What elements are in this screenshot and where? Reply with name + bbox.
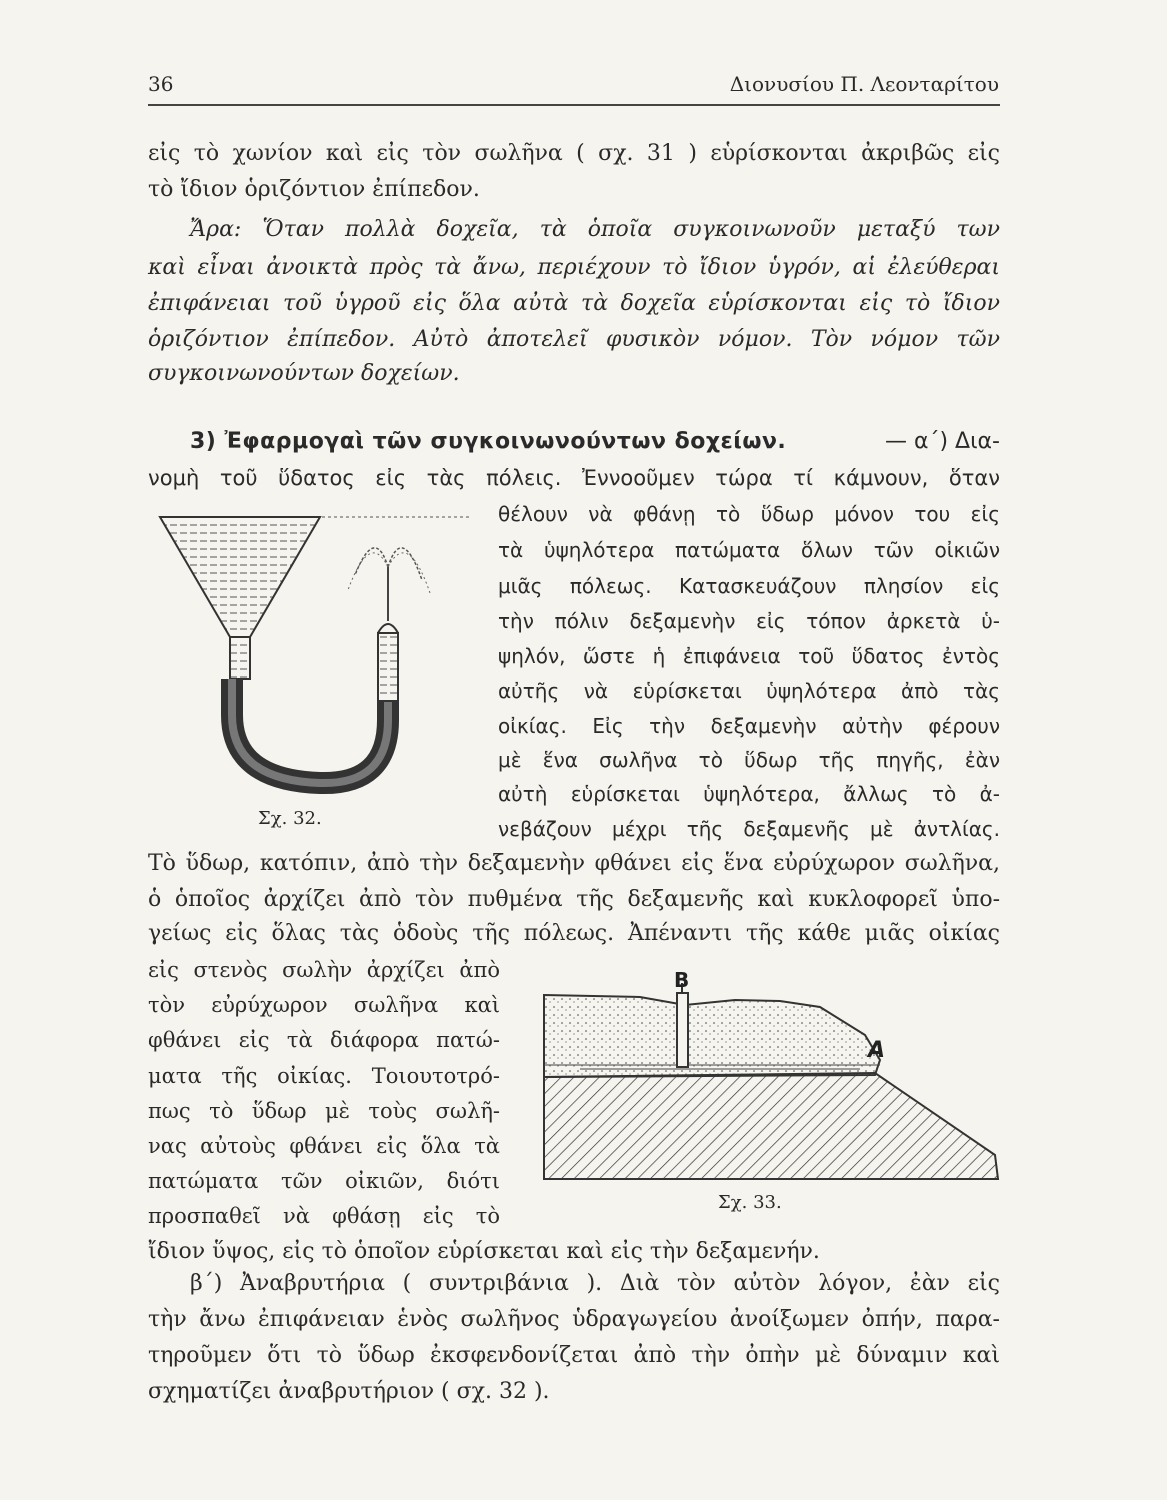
figure-33 [520, 965, 1010, 1195]
figure-33-label-a: A [868, 1038, 886, 1063]
page-number: 36 [148, 72, 174, 96]
text-line: αὐτὴ εὑρίσκεται ὑψηλότερα, ἄλλως τὸ ἀ- [498, 782, 1000, 806]
text-line: γείως εἰς ὅλας τὰς ὁδοὺς τῆς πόλεως. Ἀπέναντι τῆς κάθε μιᾶς οἰκίας [148, 921, 1000, 946]
text-line: σχηματίζει ἀναβρυτήριον ( σχ. 32 ). [148, 1379, 550, 1404]
text-line: καὶ εἶναι ἀνοικτὰ πρὸς τὰ ἄνω, περιέχουν τὸ ἴδιον ὑγρόν, αἱ ἐλεύθεραι [148, 255, 1000, 280]
text-line: τὴν ἄνω ἐπιφάνειαν ἑνὸς σωλῆνος ὑδραγωγείου ἀνοίξωμεν ὀπήν, παρα- [148, 1307, 1000, 1332]
text-line: τὰ ὑψηλότερα πατώματα ὅλων τῶν οἰκιῶν [498, 538, 1000, 562]
figure-33-label-b: B [674, 968, 690, 992]
text-line: συγκοινωνούντων δοχείων. [148, 361, 460, 386]
text-line: τὸν εὐρύχωρον σωλῆνα καὶ [148, 993, 500, 1017]
text-line: νας αὐτοὺς φθάνει εἰς ὅλα τὰ [148, 1134, 500, 1158]
text-line: εἰς στενὸς σωλὴν ἀρχίζει ἀπὸ [148, 958, 500, 982]
section-sub-a: — α΄) Δια- [884, 429, 1000, 454]
text-line: ψηλόν, ὥστε ἡ ἐπιφάνεια τοῦ ὕδατος ἐντὸς [498, 644, 1000, 668]
figure-33-caption: Σχ. 33. [718, 1192, 782, 1213]
text-line: θέλουν νὰ φθάνῃ τὸ ὕδωρ μόνον του εἰς [498, 502, 1000, 526]
text-line: τηροῦμεν ὅτι τὸ ὕδωρ ἐκσφενδονίζεται ἀπὸ τὴν ὀπὴν μὲ δύναμιν καὶ [148, 1343, 1000, 1368]
text-line: μὲ ἕνα σωλῆνα τὸ ὕδωρ τῆς πηγῆς, ἐὰν [498, 748, 1000, 772]
section-heading-line [190, 428, 1000, 456]
text-line: Ἄρα: Ὅταν πολλὰ δοχεῖα, τὰ ὁποῖα συγκοινωνοῦν μεταξύ των [190, 217, 1000, 242]
text-line: φθάνει εἰς τὰ διάφορα πατώ- [148, 1028, 500, 1052]
section-heading: 3) Ἐφαρμογαὶ τῶν συγκοινωνούντων δοχείων. [190, 429, 787, 454]
text-line: νεβάζουν μέχρι τῆς δεξαμενῆς μὲ ἀντλίας. [498, 817, 1000, 841]
text-line: μιᾶς πόλεως. Κατασκευάζουν πλησίον εἰς [498, 574, 1000, 598]
text-line: οἰκίας. Εἰς τὴν δεξαμενὴν αὐτὴν φέρουν [498, 714, 1000, 738]
text-line: β΄) Ἀναβρυτήρια ( συντριβάνια ). Διὰ τὸν αὐτὸν λόγον, ἐὰν εἰς [190, 1271, 1000, 1296]
text-line: ματα τῆς οἰκίας. Τοιουτοτρό- [148, 1064, 500, 1088]
text-line: Τὸ ὕδωρ, κατόπιν, ἀπὸ τὴν δεξαμενὴν φθάνει εἰς ἕνα εὐρύχωρον σωλῆνα, [148, 851, 1000, 876]
text-line: νομὴ τοῦ ὕδατος εἰς τὰς πόλεις. Ἐννοοῦμεν τώρα τί κάμνουν, ὅταν [148, 466, 1000, 490]
figure-32 [150, 505, 490, 815]
text-line: ὁ ὁποῖος ἀρχίζει ἀπὸ τὸν πυθμένα τῆς δεξαμενῆς καὶ κυκλοφορεῖ ὑπο- [148, 887, 1000, 912]
text-line: πως τὸ ὕδωρ μὲ τοὺς σωλῆ- [148, 1099, 500, 1123]
text-line: εἰς τὸ χωνίον καὶ εἰς τὸν σωλῆνα ( σχ. 31 ) εὑρίσκονται ἀκριβῶς εἰς [148, 141, 1000, 166]
text-line: πατώματα τῶν οἰκιῶν, διότι [148, 1169, 500, 1193]
text-line: αὐτῆς νὰ εὑρίσκεται ὑψηλότερα ἀπὸ τὰς [498, 679, 1000, 703]
text-line: τὴν πόλιν δεξαμενὴν εἰς τόπον ἀρκετὰ ὑ- [498, 609, 1000, 633]
text-line: τὸ ἴδιον ὁριζόντιον ἐπίπεδον. [148, 177, 480, 202]
text-line: ἴδιον ὕψος, εἰς τὸ ὁποῖον εὑρίσκεται καὶ εἰς τὴν δεξαμενήν. [148, 1239, 820, 1264]
figure-32-caption: Σχ. 32. [258, 808, 322, 829]
text-line: ἐπιφάνειαι τοῦ ὑγροῦ εἰς ὅλα αὐτὰ τὰ δοχεῖα εὑρίσκονται εἰς τὸ ἴδιον [148, 291, 1000, 316]
running-header-author: Διονυσίου Π. Λεονταρίτου [729, 72, 999, 96]
header-rule [148, 104, 1000, 106]
text-line: προσπαθεῖ νὰ φθάσῃ εἰς τὸ [148, 1204, 500, 1228]
text-line: ὁριζόντιον ἐπίπεδον. Αὐτὸ ἀποτελεῖ φυσικὸν νόμον. Τὸν νόμον τῶν [148, 327, 1000, 352]
